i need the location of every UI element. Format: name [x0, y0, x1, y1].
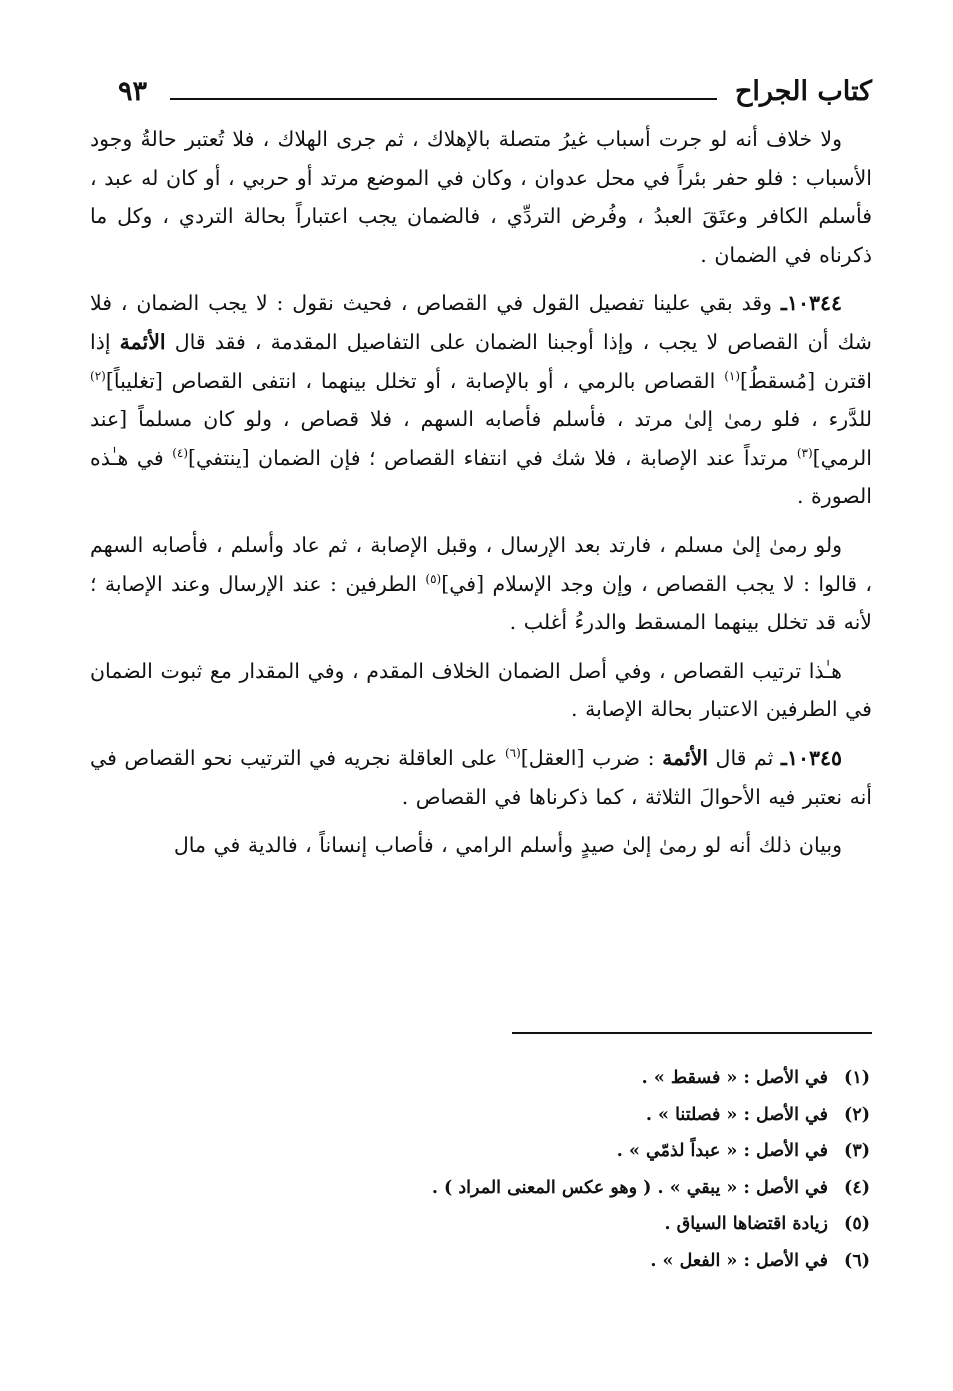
footnote: (٦) في الأصل : « الفعل » .	[650, 1250, 870, 1271]
paragraph-5: ١٠٣٤٥ـ ثم قال الأئمة : ضرب [العقل]$^{(٦)}$ على العاقلة نجريه في الترتيب نحو القصاص في أنه نعتبر فيه الأحوالَ الثلاثة ، كما ذكرناها في القصاص .	[90, 745, 872, 809]
header-rule	[170, 98, 717, 100]
paragraph-3: ولو رمىٰ إلىٰ مسلم ، فارتد بعد الإرسال ، وقبل الإصابة ، ثم عاد وأسلم ، فأصابه السهم ، قالوا : لا يجب القصاص ، وإن وجد الإسلام [في]$^{(٥)}$ الطرفين : عند الإرسال وعند الإصابة ؛ لأنه قد تخلل بينهما المسقط والدرءُ أغلب .	[90, 532, 872, 635]
page-number: ٩٣	[118, 76, 148, 107]
footnote-ref: (٢)	[90, 368, 106, 383]
footnotes	[90, 1060, 872, 1279]
footnote-ref: (٦)	[504, 746, 521, 761]
paragraph-6: وبيان ذلك أنه لو رمىٰ إلىٰ صيدٍ وأسلم الرامي ، فأصاب إنساناً ، فالدية في مال	[173, 833, 842, 858]
document-page	[90, 70, 872, 1271]
footnote: (٣) في الأصل : « عبداً لذمّي » .	[616, 1141, 870, 1161]
section-number: ١٠٣٤٥ـ	[780, 745, 842, 770]
book-title: كتاب الجراح	[734, 76, 872, 107]
bold-term: الأئمة	[119, 329, 166, 354]
paragraph-2: ١٠٣٤٤ـ وقد بقي علينا تفصيل القول في القصاص ، فحيث نقول : لا يجب الضمان ، فلا شك أن القصاص لا يجب ، وإذا أوجبنا الضمان على التفاصيل المقدمة ، فقد قال الأئمة إذا اقترن [مُسقطُ]$^{(١)}$ القصاص بالرمي ، أو بالإصابة ، أو تخلل بينهما ، انتفى القصاص [تغليباً]$^{(٢)}$ للدَّرء ، فلو رمىٰ إلىٰ مرتد ، فأسلم فأصابه السهم ، فلا قصاص ، ولو كان مسلماً [عند الرمي]$^{(٣)}$ مرتداً عند الإصابة ، فلا شك في انتفاء القصاص ؛ فإن الضمان [ينتفي]$^{(٤)}$ في هـٰذه الصورة .	[90, 291, 872, 509]
paragraph-1: ولا خلاف أنه لو جرت أسباب غيرُ متصلة بالإهلاك ، ثم جرى الهلاك ، فلا تُعتبر حالةُ وجود الأسباب : فلو حفر بئراً في محل عدوان ، وكان في الموضع مرتد أو حربي ، أو كان له عبد ، فأسلم الكافر وعتَقَ العبدُ ، وفُرض التردِّي ، فالضمان يجب اعتباراً بحالة التردي ، وكل ما ذكرناه في الضمان .	[90, 127, 872, 267]
footnote: (٢) في الأصل : « فصلتنا » .	[645, 1104, 870, 1125]
section-number: ١٠٣٤٤ـ	[780, 291, 842, 316]
paragraph-4: هـٰذا ترتيب القصاص ، وفي أصل الضمان الخلاف المقدم ، وفي المقدار مع ثبوت الضمان في الطرفين الاعتبار بحالة الإصابة .	[90, 658, 872, 722]
running-header	[90, 70, 872, 120]
footnote: (٥) زيادة اقتضاها السياق .	[664, 1214, 870, 1234]
bold-term: الأئمة	[662, 745, 708, 770]
footnote: (٤) في الأصل : « يبقي » . ( وهو عكس المعنى المراد ) .	[431, 1177, 870, 1198]
footnote-separator	[512, 1032, 872, 1034]
main-text	[90, 120, 872, 865]
footnote-ref: (٣)	[796, 445, 813, 460]
footnote-ref: (٤)	[172, 445, 189, 460]
footnote: (١) في الأصل : « فسقط » .	[641, 1068, 870, 1088]
footnote-ref: (١)	[724, 368, 741, 383]
footnote-ref: (٥)	[425, 571, 442, 586]
